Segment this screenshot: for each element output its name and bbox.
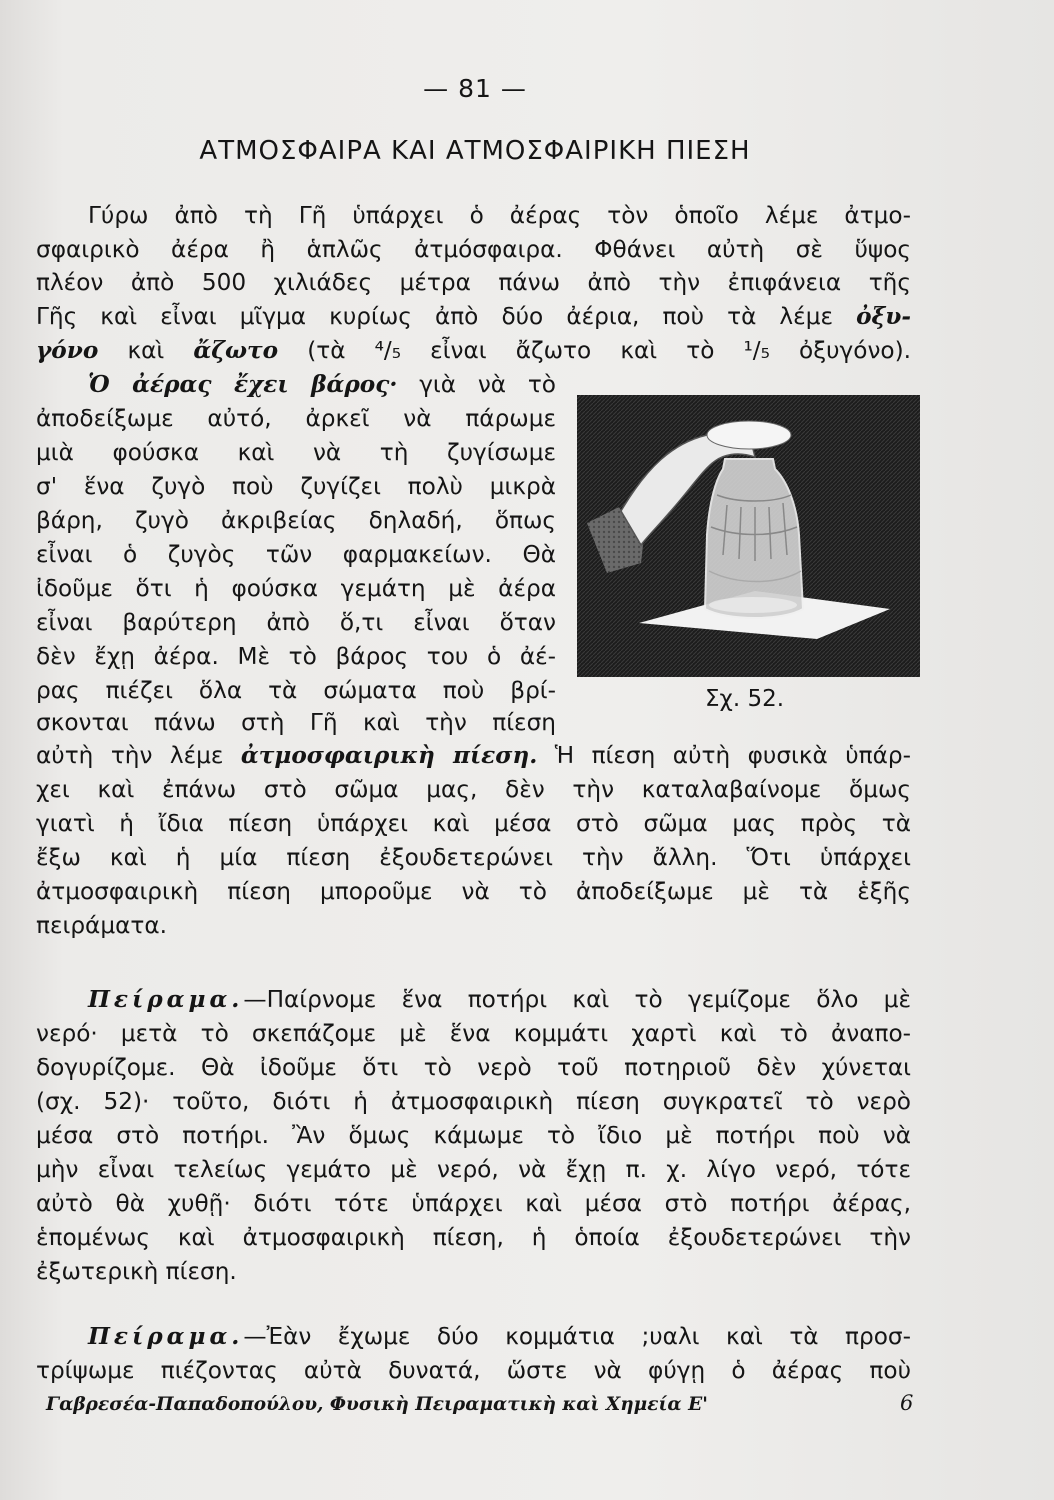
text-line: Γύρω ἀπὸ τὴ Γῆ ὑπάρχει ὁ ἀέρας τὸν ὁποῖο λέμε ἀτμο- — [88, 202, 911, 229]
text-line: γιατὶ ἡ ἴδια πίεση ὑπάρχει καὶ μέσα στὸ σῶμα μας πρὸς τὰ — [36, 810, 911, 837]
footer-signature-number: 6 — [900, 1391, 914, 1415]
text-line — [36, 985, 911, 1015]
text-line — [36, 370, 556, 400]
text-line: σφαιρικὸ ἀέρα ἢ ἁπλῶς ἀτμόσφαιρα. Φθάνει αὐτὴ σὲ ὕψος — [36, 236, 911, 263]
text-line: ἑπομένως καὶ ἀτμοσφαιρικὴ πίεση, ἡ ὁποία ἐξουδετερώνει τὴν — [36, 1224, 911, 1251]
emphasis-nitrogen: ἄζωτο — [193, 337, 279, 364]
text-span: (τὰ ⁴/₅ εἶναι ἄζωτο καὶ τὸ ¹/₅ ὀξυγόνο). — [307, 337, 912, 364]
text-span: —Παίρνομε ἕνα ποτήρι καὶ τὸ γεμίζομε ὅλο μὲ — [243, 986, 911, 1013]
text-line — [36, 1322, 911, 1352]
text-line: μὴν εἶναι τελείως γεμάτο μὲ νερό, νὰ ἔχῃ π. χ. λίγο νερό, τότε — [36, 1156, 911, 1183]
paper-card — [707, 421, 791, 449]
text-line — [36, 336, 911, 366]
text-line: ἀποδείξωμε αὐτό, ἀρκεῖ νὰ πάρωμε — [36, 405, 556, 432]
text-line: χει καὶ ἐπάνω στὸ σῶμα μας, δὲν τὴν καταλαβαίνομε ὅμως — [36, 776, 911, 803]
text-span: αὐτὴ τὴν λέμε — [36, 742, 224, 769]
text-line: μιὰ φούσκα καὶ νὰ τὴ ζυγίσωμε — [36, 439, 556, 466]
chapter-title: ΑΤΜΟΣΦΑΙΡΑ ΚΑΙ ΑΤΜΟΣΦΑΙΡΙΚΗ ΠΙΕΣΗ — [199, 136, 751, 166]
text-line: ἐξωτερικὴ πίεση. — [36, 1258, 237, 1285]
experiment-label: Πείραμα. — [88, 1323, 244, 1350]
text-line: σκονται πάνω στὴ Γῆ καὶ τὴν πίεση — [36, 709, 556, 736]
text-line: πλέον ἀπὸ 500 χιλιάδες μέτρα πάνω ἀπὸ τὴν ἐπιφάνεια τῆς — [36, 269, 911, 296]
text-line: ἰδοῦμε ὅτι ἡ φούσκα γεμάτη μὲ ἀέρα — [36, 575, 556, 602]
emphasis-oxygen-end: γόνο — [36, 337, 99, 364]
text-line: ρας πιέζει ὅλα τὰ σώματα ποὺ βρί- — [36, 677, 556, 704]
experiment-label: Πείραμα. — [88, 986, 244, 1013]
page-number: — 81 — — [423, 74, 527, 103]
text-line: σ' ἕνα ζυγὸ ποὺ ζυγίζει πολὺ μικρὰ — [36, 473, 556, 500]
text-line: τρίψωμε πιέζοντας αὐτὰ δυνατά, ὥστε νὰ φύγῃ ὁ ἀέρας ποὺ — [36, 1357, 911, 1384]
text-line: πειράματα. — [36, 912, 167, 939]
figure-inverted-glass — [577, 395, 920, 677]
text-span: Ἡ πίεση αὐτὴ φυσικὰ ὑπάρ- — [554, 742, 912, 769]
text-line: ἀτμοσφαιρικὴ πίεση μποροῦμε νὰ τὸ ἀποδείξωμε μὲ τὰ ἑξῆς — [36, 878, 911, 905]
text-span: Γῆς καὶ εἶναι μῖγμα κυρίως ἀπὸ δύο ἀέρια, ποὺ τὰ λέμε — [36, 303, 833, 330]
text-line: νερό· μετὰ τὸ σκεπάζομε μὲ ἕνα κομμάτι χαρτὶ καὶ τὸ ἀναπο- — [36, 1020, 911, 1047]
emphasis-air-weight: Ὁ ἀέρας ἔχει βάρος· — [88, 371, 398, 398]
inverted-glass-illustration — [577, 395, 920, 677]
text-line: βάρη, ζυγὸ ἀκριβείας δηλαδή, ὅπως — [36, 507, 556, 534]
text-line: μέσα στὸ ποτήρι. Ἂν ὅμως κάμωμε τὸ ἴδιο μὲ ποτήρι ποὺ νὰ — [36, 1122, 911, 1149]
text-line: εἶναι βαρύτερη ἀπὸ ὅ,τι εἶναι ὅταν — [36, 609, 556, 636]
footer-book-title: Γαβρεσέα-Παπαδοπούλου, Φυσικὴ Πειραματικὴ καὶ Χημεία Ε' — [46, 1394, 708, 1415]
emphasis-atmospheric-pressure: ἀτμοσφαιρικὴ πίεση. — [240, 742, 538, 769]
text-span: γιὰ νὰ τὸ — [419, 371, 556, 398]
emphasis-oxygen: ὀξυ- — [856, 303, 911, 330]
text-line: αὐτὸ θὰ χυθῇ· διότι τότε ὑπάρχει καὶ μέσα στὸ ποτήρι ἀέρας, — [36, 1190, 911, 1217]
text-line: δὲν ἔχῃ ἀέρα. Μὲ τὸ βάρος του ὁ ἀέ- — [36, 643, 556, 670]
text-span: —Ἐὰν ἔχωμε δύο κομμάτια ;υαλι καὶ τὰ προσ- — [243, 1323, 911, 1350]
text-line: εἶναι ὁ ζυγὸς τῶν φαρμακείων. Θὰ — [36, 541, 556, 568]
text-line — [36, 302, 911, 332]
figure-caption: Σχ. 52. — [705, 686, 785, 712]
text-line: ἔξω καὶ ἡ μία πίεση ἐξουδετερώνει τὴν ἄλλη. Ὅτι ὑπάρχει — [36, 844, 911, 871]
text-span: καὶ — [127, 337, 165, 364]
text-line: δογυρίζομε. Θὰ ἰδοῦμε ὅτι τὸ νερὸ τοῦ ποτηριοῦ δὲν χύνεται — [36, 1054, 911, 1081]
text-line: (σχ. 52)· τοῦτο, διότι ἡ ἀτμοσφαιρικὴ πίεση συγκρατεῖ τὸ νερὸ — [36, 1088, 911, 1115]
text-line — [36, 741, 911, 771]
